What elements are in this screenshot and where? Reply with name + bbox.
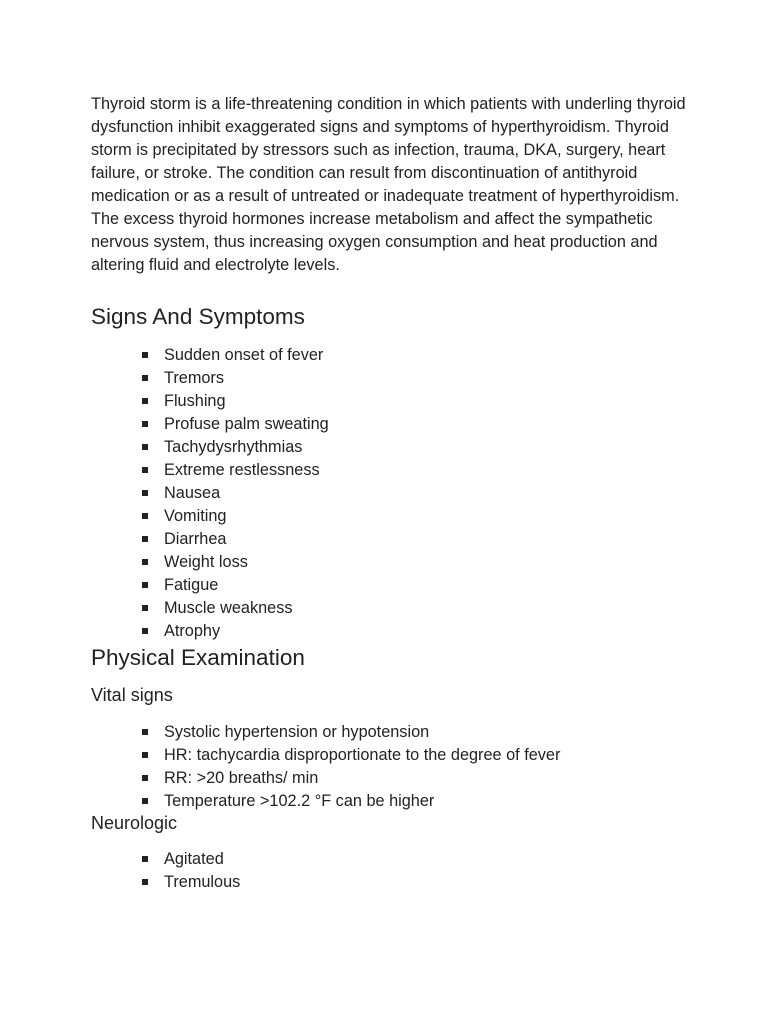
list-item	[164, 744, 691, 767]
list-item	[164, 482, 691, 505]
square-bullet-icon	[142, 490, 148, 496]
list-item	[164, 413, 691, 436]
signs-and-symptoms-list	[91, 344, 691, 643]
list-item	[164, 528, 691, 551]
list-item-text: Atrophy	[164, 622, 221, 640]
vital-signs-heading: Vital signs	[91, 685, 173, 705]
list-item-text: RR: >20 breaths/ min	[164, 769, 319, 787]
list-item	[164, 620, 691, 643]
list-item	[164, 505, 691, 528]
square-bullet-icon	[142, 513, 148, 519]
vital-signs-list	[91, 721, 691, 813]
list-item-text: Temperature >102.2 °F can be higher	[164, 792, 435, 810]
square-bullet-icon	[142, 444, 148, 450]
square-bullet-icon	[142, 421, 148, 427]
list-item	[164, 767, 691, 790]
square-bullet-icon	[142, 467, 148, 473]
square-bullet-icon	[142, 729, 148, 735]
square-bullet-icon	[142, 775, 148, 781]
list-item-text: HR: tachycardia disproportionate to the degree of fever	[164, 746, 561, 764]
square-bullet-icon	[142, 559, 148, 565]
square-bullet-icon	[142, 879, 148, 885]
list-item	[164, 871, 691, 894]
square-bullet-icon	[142, 536, 148, 542]
list-item	[164, 459, 691, 482]
list-item	[164, 436, 691, 459]
list-item-text: Extreme restlessness	[164, 461, 320, 479]
list-item-text: Diarrhea	[164, 530, 227, 548]
list-item-text: Agitated	[164, 850, 224, 868]
square-bullet-icon	[142, 375, 148, 381]
square-bullet-icon	[142, 352, 148, 358]
intro-paragraph: Thyroid storm is a life-threatening condition in which patients with underling thyroid dysfunction inhibit exaggerated signs and symptoms of hyperthyroidism. Thyroid storm is precipitated by stressors such as infection, trauma, DKA, surgery, heart failure, or stroke. The condition can result from discontinuation of antithyroid medication or as a result of untreated or inadequate treatment of hyperthyroidism. The excess thyroid hormones increase metabolism and affect the sympathetic nervous system, thus increasing oxygen consumption and heat production and altering fluid and electrolyte levels.	[91, 95, 686, 274]
document-page	[91, 93, 691, 894]
list-item	[164, 344, 691, 367]
list-item	[164, 597, 691, 620]
square-bullet-icon	[142, 582, 148, 588]
square-bullet-icon	[142, 605, 148, 611]
list-item	[164, 790, 691, 813]
list-item-text: Profuse palm sweating	[164, 415, 329, 433]
list-item-text: Weight loss	[164, 553, 248, 571]
square-bullet-icon	[142, 398, 148, 404]
list-item	[164, 574, 691, 597]
list-item-text: Tremors	[164, 369, 224, 387]
list-item	[164, 551, 691, 574]
neurologic-heading: Neurologic	[91, 813, 178, 833]
physical-examination-heading: Physical Examination	[91, 645, 305, 670]
neurologic-list	[91, 848, 691, 894]
signs-and-symptoms-heading: Signs And Symptoms	[91, 304, 305, 329]
list-item-text: Tachydysrhythmias	[164, 438, 303, 456]
list-item	[164, 367, 691, 390]
square-bullet-icon	[142, 628, 148, 634]
list-item-text: Systolic hypertension or hypotension	[164, 723, 430, 741]
list-item-text: Sudden onset of fever	[164, 346, 324, 364]
list-item-text: Tremulous	[164, 873, 241, 891]
list-item-text: Muscle weakness	[164, 599, 293, 617]
list-item-text: Flushing	[164, 392, 226, 410]
square-bullet-icon	[142, 798, 148, 804]
square-bullet-icon	[142, 856, 148, 862]
list-item	[164, 390, 691, 413]
list-item	[164, 848, 691, 871]
list-item-text: Nausea	[164, 484, 221, 502]
list-item	[164, 721, 691, 744]
list-item-text: Fatigue	[164, 576, 219, 594]
square-bullet-icon	[142, 752, 148, 758]
list-item-text: Vomiting	[164, 507, 227, 525]
